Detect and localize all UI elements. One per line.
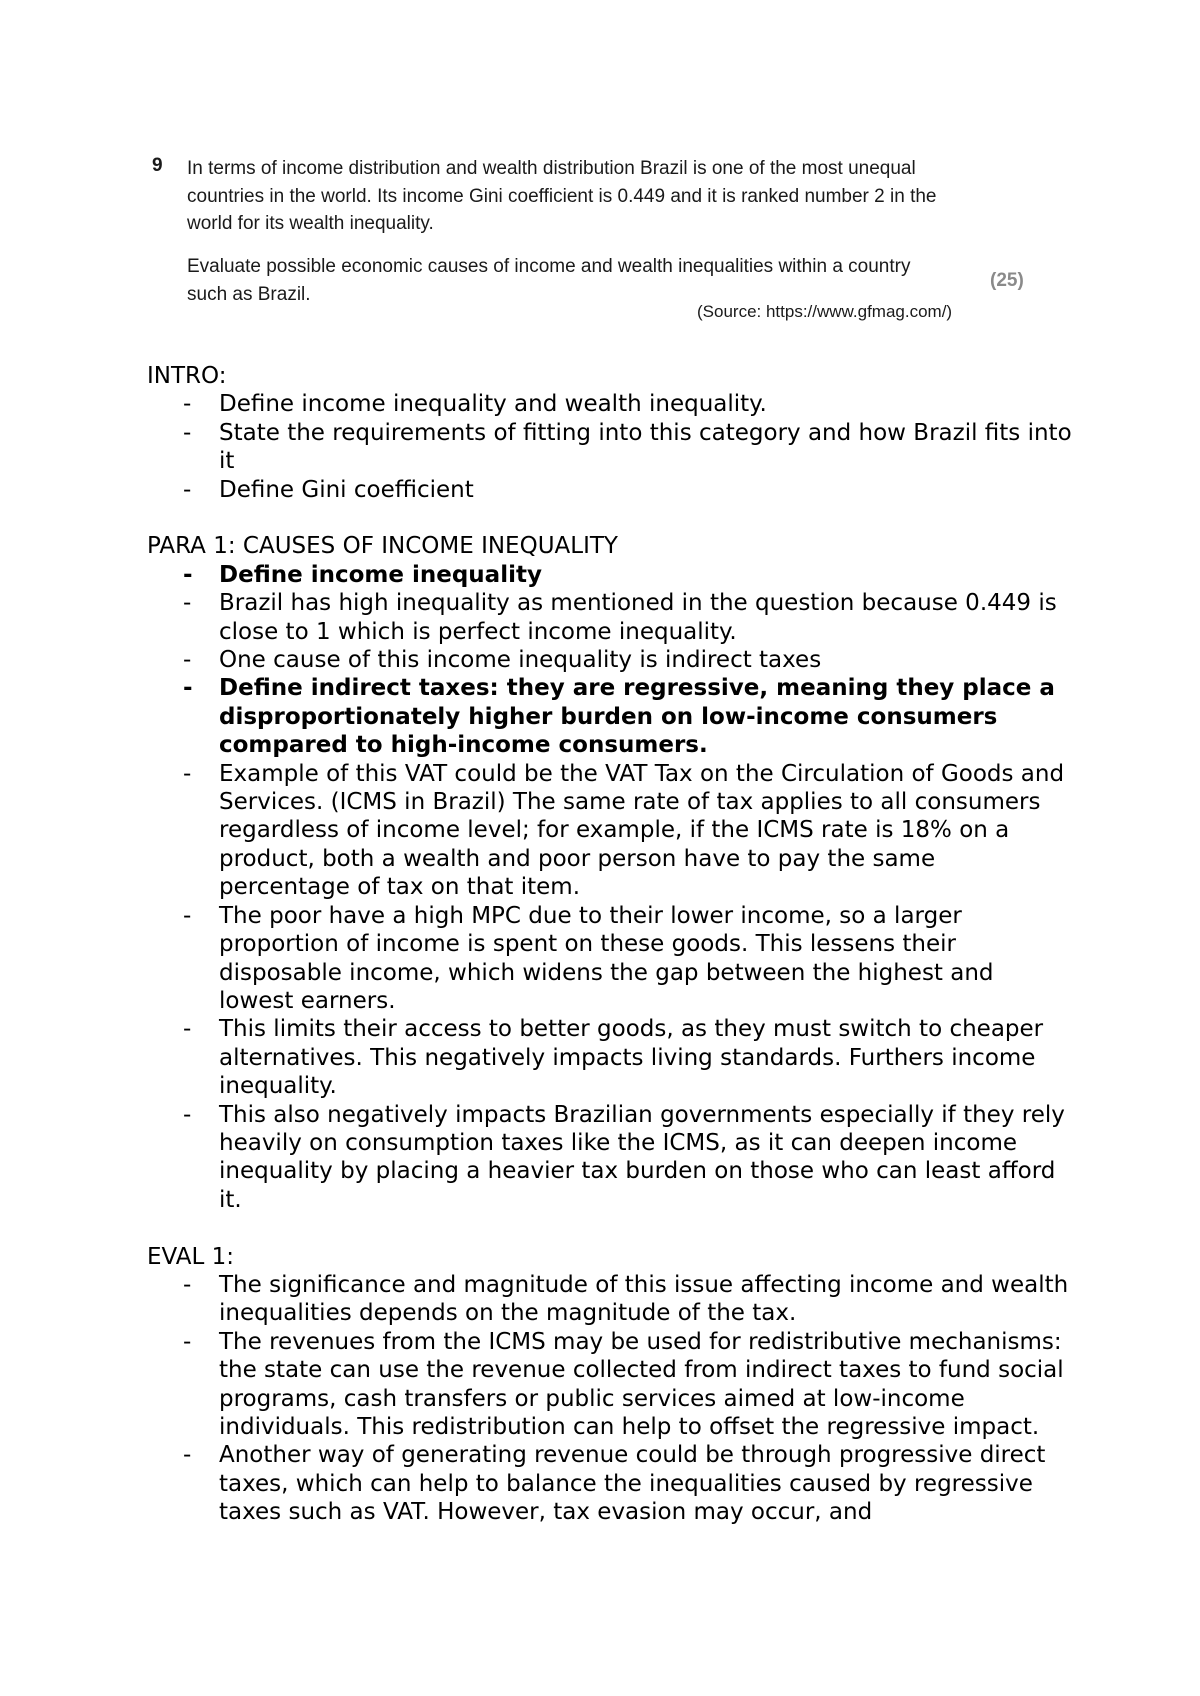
- list-item-text: Brazil has high inequality as mentioned in the question because 0.449 is close to 1 which is perfect income inequality.: [219, 590, 1057, 645]
- list-item-text: This limits their access to better goods, as they must switch to cheaper alternatives. This negatively impacts living standards. Furthers income inequality.: [219, 1016, 1044, 1100]
- section-para-1: [147, 532, 1072, 1214]
- dash-bullet: -: [183, 1271, 192, 1298]
- list-item: [147, 902, 1072, 1016]
- list-item: [147, 589, 1072, 646]
- section-eval-1: [147, 1243, 1072, 1527]
- list-item-text: The revenues from the ICMS may be used for redistributive mechanisms: the state can use the revenue collected from indirect taxes to fund social programs, cash transfers or public services aimed at low-income individuals. This redistribution can help to offset the regressive impact.: [219, 1328, 1064, 1440]
- list-item: [147, 1101, 1072, 1215]
- list-item: [147, 646, 1072, 674]
- bullet-list: [147, 561, 1072, 1214]
- dash-bullet: -: [183, 476, 192, 503]
- list-item: [147, 1015, 1072, 1100]
- dash-bullet: -: [183, 391, 192, 418]
- list-item-text: State the requirements of fitting into this category and how Brazil fits into it: [219, 419, 1072, 475]
- list-item-text: Define income inequality: [219, 561, 542, 588]
- question-task: Evaluate possible economic causes of income and wealth inequalities within a country such as Brazil.: [187, 256, 911, 305]
- dash-bullet: -: [183, 1442, 192, 1469]
- question-text: In terms of income distribution and wealth distribution Brazil is one of the most unequal countries in the world. Its income Gini coefficient is 0.449 and it is ranked number 2 in the world for its wealth inequality.: [187, 158, 937, 234]
- list-item: [147, 760, 1072, 902]
- list-item-text: One cause of this income inequality is indirect taxes: [219, 647, 822, 674]
- list-item-text: Define Gini coefficient: [219, 476, 474, 503]
- question-marks: (25): [990, 270, 1024, 291]
- question-source: (Source: https://www.gfmag.com/): [697, 302, 953, 321]
- list-item-text: Another way of generating revenue could be through progressive direct taxes, which can help to balance the inequalities caused by regressive taxes such as VAT. However, tax evasion may occur, and: [219, 1442, 1046, 1526]
- dash-bullet: -: [183, 675, 193, 702]
- dash-bullet: -: [183, 1328, 192, 1355]
- list-item: [147, 674, 1072, 759]
- list-item-text: Define indirect taxes: they are regressive, meaning they place a disproportionately higher burden on low-income consumers compared to high-income consumers.: [219, 675, 1055, 759]
- dash-bullet: -: [183, 590, 192, 617]
- dash-bullet: -: [183, 1101, 192, 1128]
- dash-bullet: -: [183, 647, 192, 674]
- section-intro: [147, 362, 1072, 504]
- dash-bullet: -: [183, 760, 192, 787]
- list-item: [147, 1441, 1072, 1526]
- list-item: [147, 419, 1072, 476]
- list-item-text: The significance and magnitude of this issue affecting income and wealth inequalities depends on the magnitude of the tax.: [219, 1271, 1069, 1327]
- section-heading: PARA 1: CAUSES OF INCOME INEQUALITY: [147, 533, 618, 560]
- dash-bullet: -: [183, 419, 192, 446]
- list-item: [147, 390, 1072, 418]
- question-number: 9: [152, 155, 163, 176]
- bullet-list: [147, 390, 1072, 504]
- list-item: [147, 1271, 1072, 1328]
- list-item: [147, 476, 1072, 504]
- list-item: [147, 561, 1072, 589]
- dash-bullet: -: [183, 561, 193, 588]
- list-item-text: The poor have a high MPC due to their lower income, so a larger proportion of income is spent on these goods. This lessens their disposable income, which widens the gap between the highest and lowest earners.: [219, 902, 994, 1014]
- dash-bullet: -: [183, 1016, 192, 1043]
- bullet-list: [147, 1271, 1072, 1527]
- section-heading: INTRO:: [147, 363, 227, 389]
- list-item-text: Example of this VAT could be the VAT Tax on the Circulation of Goods and Services. (ICMS in Brazil) The same rate of tax applies to all consumers regardless of income level; for example, if the ICMS rate is 18% on a product, both a wealth and poor person have to pay the same percentage of tax on that item.: [219, 760, 1065, 901]
- list-item-text: Define income inequality and wealth inequality.: [219, 391, 767, 418]
- essay-notes: [147, 362, 1072, 1555]
- list-item-text: This also negatively impacts Brazilian governments especially if they rely heavily on consumption taxes like the ICMS, as it can deepen income inequality by placing a heavier tax burden on those who can least afford it.: [219, 1101, 1065, 1213]
- section-heading: EVAL 1:: [147, 1243, 235, 1270]
- dash-bullet: -: [183, 902, 192, 929]
- list-item: [147, 1328, 1072, 1442]
